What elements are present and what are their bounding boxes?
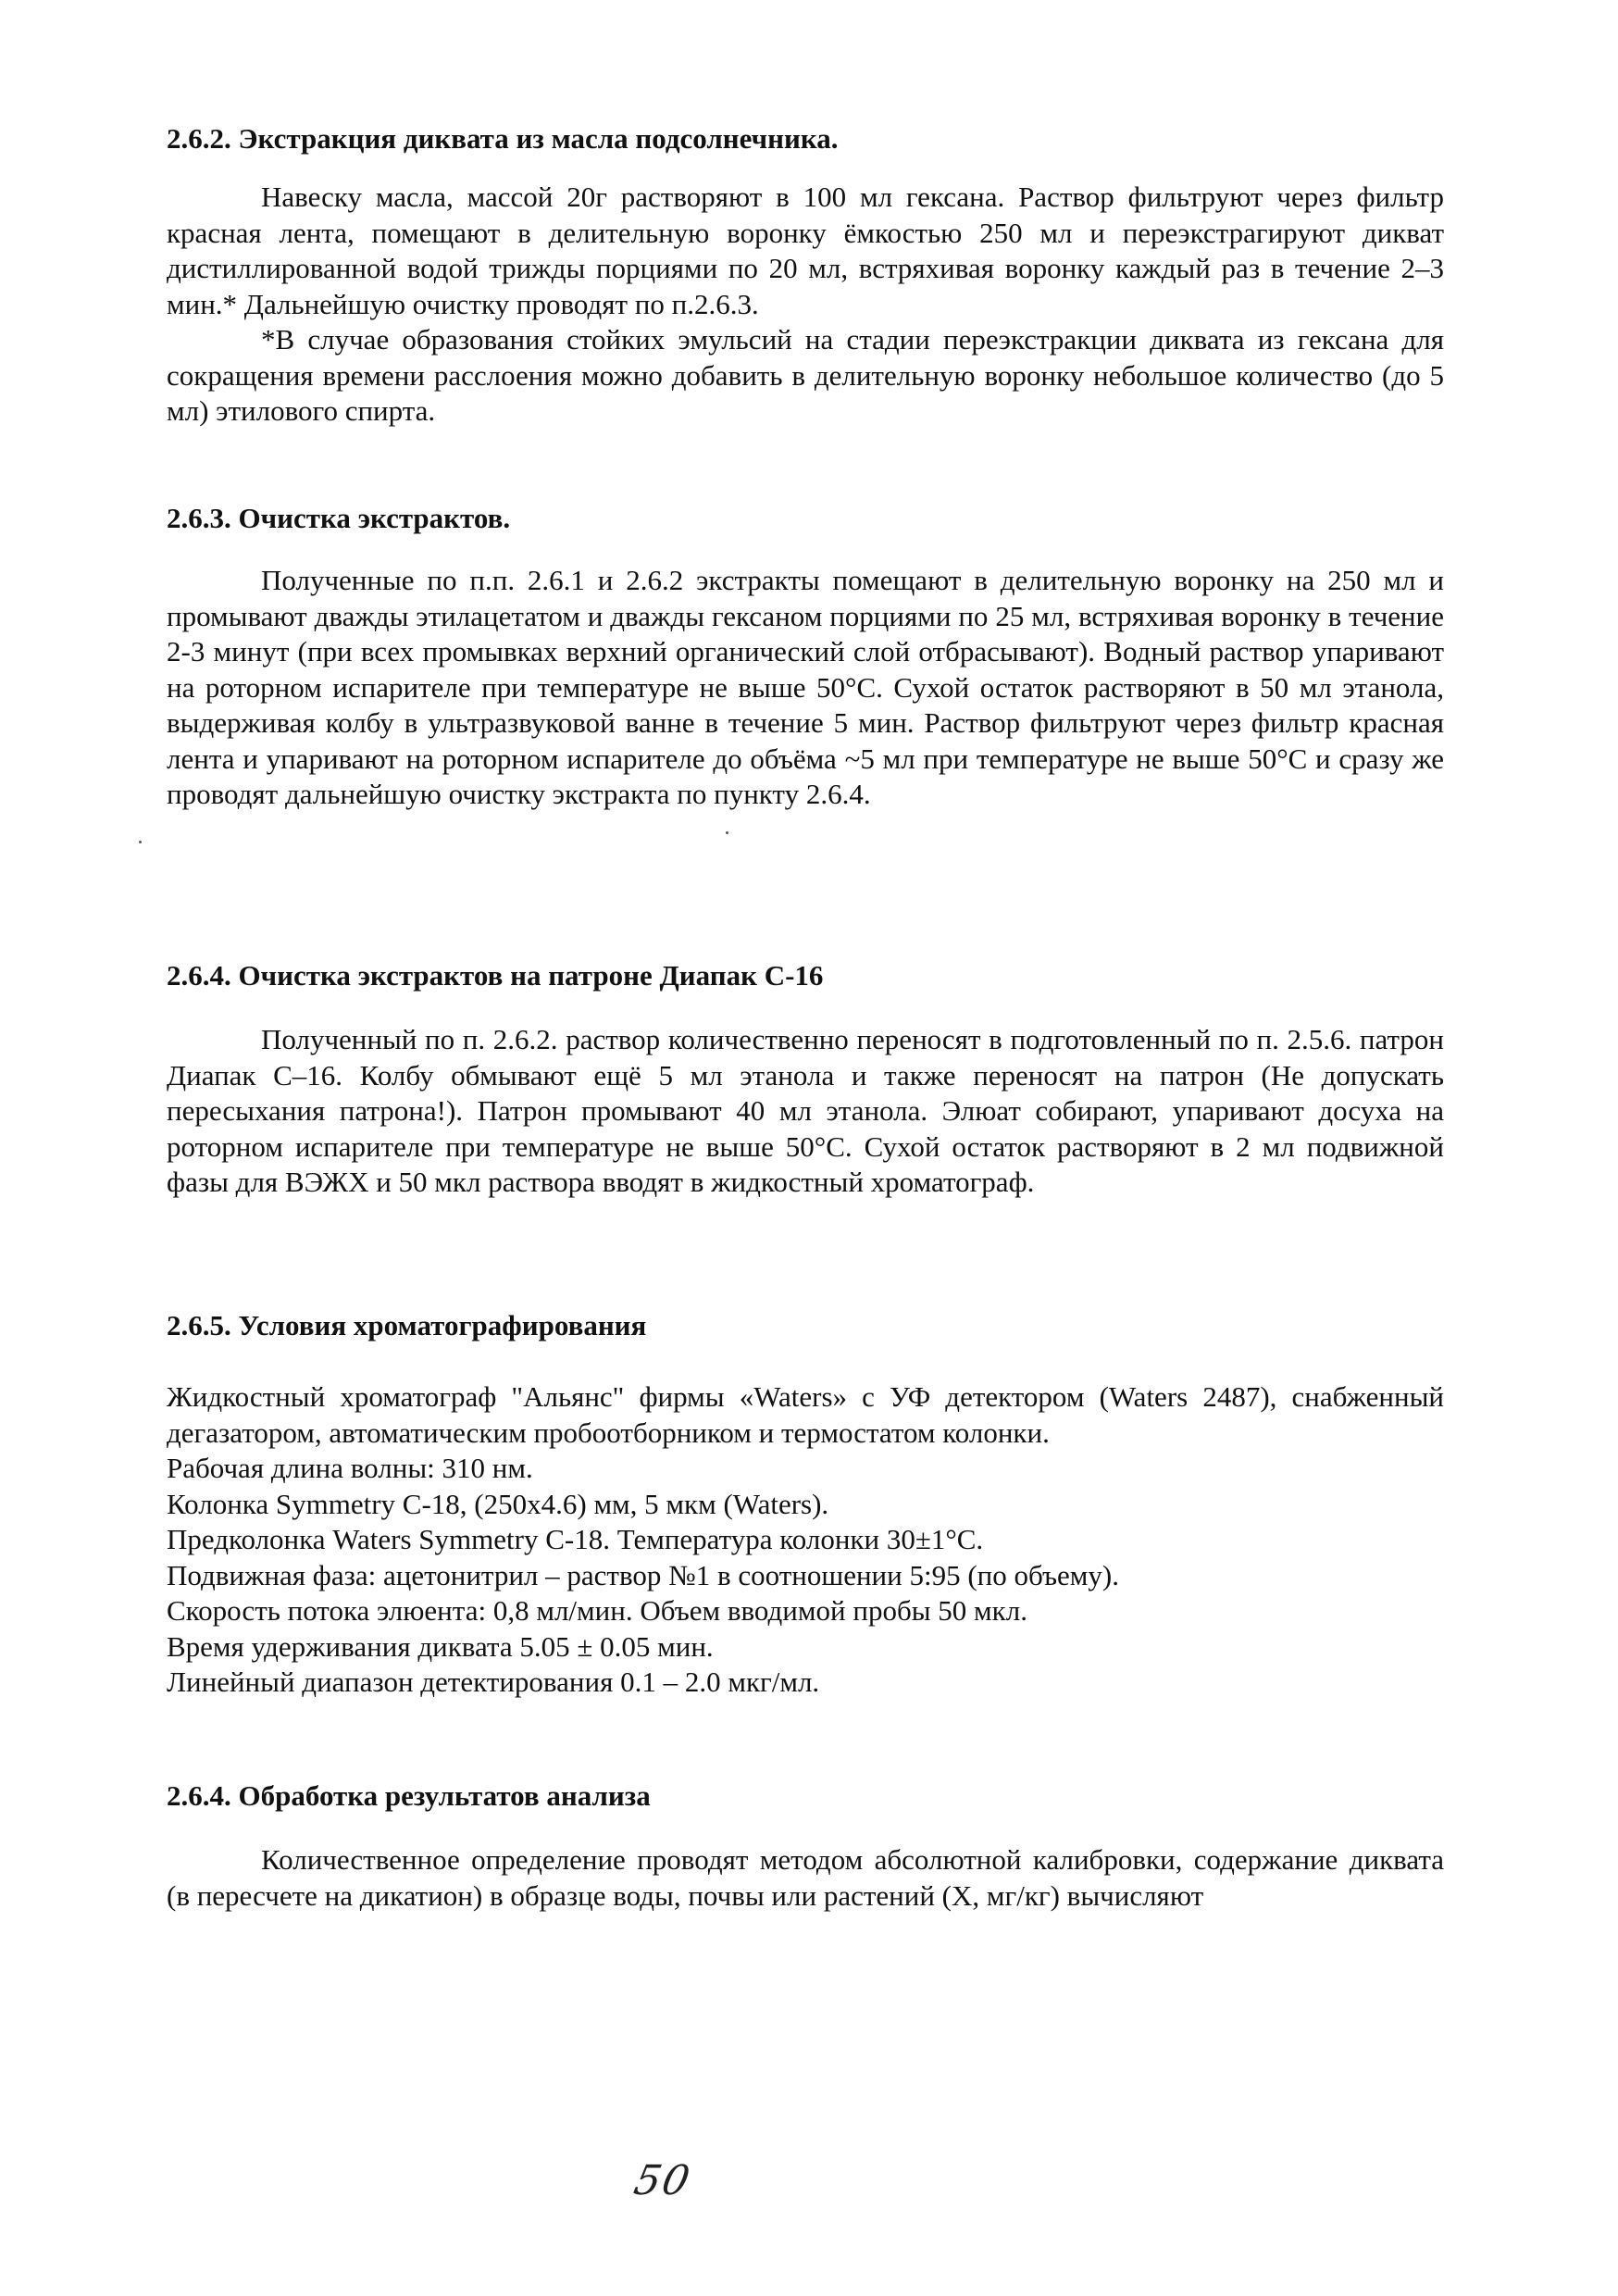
section-heading: 2.6.3. Очистка экстрактов.: [167, 502, 511, 534]
section-2-6-4-results: [167, 1778, 1444, 1815]
section-2-6-4-body: [167, 1022, 1444, 1201]
condition-line: Линейный диапазон детектирования 0.1 – 2.0 мкг/мл.: [167, 1666, 820, 1698]
section-2-6-4-results-body: [167, 1842, 1444, 1914]
footnote: *В случае образования стойких эмульсий на стадии переэкстракции диквата из гексана для сокращения времени расслоения можно добавить в делительную воронку небольшое количество (до 5 мл) этилового спирта.: [167, 323, 1444, 427]
section-2-6-2-body: [167, 180, 1444, 430]
section-2-6-5-body: [167, 1379, 1444, 1701]
condition-line: Подвижная фаза: ацетонитрил – раствор №1 в соотношении 5:95 (по объему).: [167, 1558, 1119, 1591]
condition-line: Рабочая длина волны: 310 нм.: [167, 1452, 533, 1484]
section-heading: 2.6.4. Очистка экстрактов на патроне Диапак С-16: [167, 959, 824, 992]
condition-line: Колонка Symmetry C-18, (250x4.6) мм, 5 мкм (Waters).: [167, 1487, 829, 1520]
section-heading: 2.6.5. Условия хроматографирования: [167, 1309, 647, 1341]
paragraph: Навеску масла, массой 20г растворяют в 100 мл гексана. Раствор фильтруют через фильтр красная лента, помещают в делительную воронку ёмкостью 250 мл и переэкстрагируют дикват дистиллированной водой трижды порциями по 20 мл, встряхивая воронку каждый раз в течение 2–3 мин.* Дальнейшую очистку проводят по п.2.6.3.: [167, 181, 1444, 320]
paragraph: Полученные по п.п. 2.6.1 и 2.6.2 экстракты помещают в делительную воронку на 250 мл и промывают дважды этилацетатом и дважды гексаном порциями по 25 мл, встряхивая воронку в течение 2-3 минут (при всех промывках верхний органический слой отбрасывают). Водный раствор упаривают на роторном испарителе при температуре не выше 50°С. Сухой остаток растворяют в 50 мл этанола, выдерживая колбу в ультразвуковой ванне в течение 5 мин. Раствор фильтруют через фильтр красная лента и упаривают на роторном испарителе до объёма ~5 мл при температуре не выше 50°С и сразу же проводят дальнейшую очистку экстракта по пункту 2.6.4.: [167, 564, 1444, 810]
paragraph: Полученный по п. 2.6.2. раствор количественно переносят в подготовленный по п. 2.5.6. патрон Диапак С–16. Колбу обмывают ещё 5 мл этанола и также переносят на патрон (Не допускать пересыхания патрона!). Патрон промывают 40 мл этанола. Элюат собирают, упаривают досуха на роторном испарителе при температуре не выше 50°С. Сухой остаток растворяют в 2 мл подвижной фазы для ВЭЖХ и 50 мкл раствора вводят в жидкостный хроматограф.: [167, 1023, 1444, 1198]
section-2-6-2: [167, 120, 1444, 157]
condition-line: Скорость потока элюента: 0,8 мл/мин. Объем вводимой пробы 50 мкл.: [167, 1594, 1027, 1627]
section-heading: 2.6.2. Экстракция диквата из масла подсолнечника.: [167, 122, 839, 155]
section-2-6-5: [167, 1307, 1444, 1344]
condition-line: Время удерживания диквата 5.05 ± 0.05 мин.: [167, 1629, 714, 1663]
section-heading: 2.6.4. Обработка результатов анализа: [167, 1779, 651, 1812]
section-2-6-4: [167, 957, 1444, 994]
scan-speck: [726, 831, 728, 834]
page-number: 50: [629, 2157, 696, 2204]
condition-line: Предколонка Waters Symmetry C-18. Температура колонки 30±1°С.: [167, 1523, 984, 1555]
scan-speck: [139, 841, 142, 843]
paragraph: Количественное определение проводят методом абсолютной калибровки, содержание диквата (в пересчете на дикатион) в образце воды, почвы или растений (Х, мг/кг) вычисляют: [167, 1843, 1444, 1912]
section-2-6-3: [167, 500, 1444, 537]
paragraph: Жидкостный хроматограф "Альянс" фирмы «Waters» с УФ детектором (Waters 2487), снабженный дегазатором, автоматическим пробоотборником и термостатом колонки.: [167, 1380, 1444, 1449]
section-2-6-3-body: [167, 563, 1444, 813]
